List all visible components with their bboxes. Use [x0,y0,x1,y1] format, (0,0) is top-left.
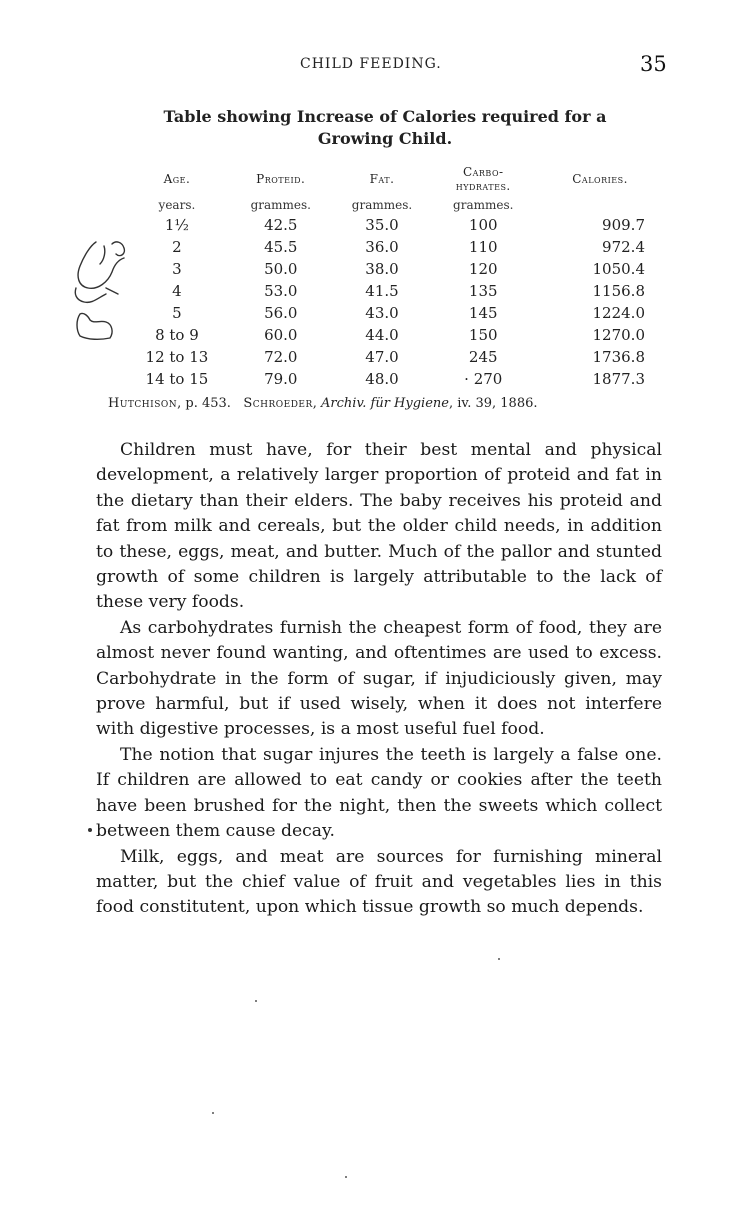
source-journal: Archiv. für Hygiene [321,396,449,411]
source-ref-1: , p. 453. [177,396,231,411]
cell-fat: 44.0 [365,326,399,344]
cell-proteid: 45.5 [264,238,298,256]
stray-dot [345,1176,347,1178]
cell-proteid: 56.0 [264,304,298,322]
cell-proteid: 60.0 [264,326,298,344]
table-row [125,346,665,368]
cell-fat: 38.0 [365,260,399,278]
unit-proteid: grammes. [250,198,311,212]
header-fat: Fat. [369,172,395,186]
cell-carbohydrates: 145 [468,304,498,322]
header-carbohydrates [431,162,535,196]
cell-age: 5 [172,304,182,322]
cell-proteid: 79.0 [264,370,298,388]
source-ref-2: , iv. 39, 1886. [448,396,538,411]
stray-dot [498,958,500,960]
stray-dot [212,1112,214,1114]
cell-carbohydrates: 135 [468,282,498,300]
cell-proteid: 42.5 [264,216,298,234]
cell-fat: 43.0 [365,304,399,322]
unit-calories [535,196,665,214]
calories-table [125,162,665,390]
cell-fat: 35.0 [365,216,399,234]
running-head-title: CHILD FEEDING. [300,56,442,72]
cell-proteid: 50.0 [264,260,298,278]
cell-calories: 1050.4 [592,260,645,278]
table-caption [120,106,650,150]
cell-fat: 47.0 [365,348,399,366]
page-number: 35 [640,52,667,76]
table-caption-line-1: Table showing Increase of Calories required for a [163,107,607,126]
table-row [125,302,665,324]
cell-carbohydrates: 120 [468,260,498,278]
unit-age: years. [158,198,196,212]
header-age: Age. [163,172,191,186]
cell-calories: 972.4 [602,238,645,256]
table-row [125,236,665,258]
cell-calories: 1270.0 [592,326,645,344]
source-author-1: Hutchison [108,396,178,411]
cell-proteid: 72.0 [264,348,298,366]
cell-calories: 1877.3 [592,370,645,388]
cell-age: 3 [172,260,182,278]
running-head [0,52,750,78]
stray-dot [255,1000,257,1002]
cell-carbohydrates: 150 [468,326,498,344]
source-author-2: Schroeder [243,396,313,411]
cell-age: 4 [172,282,182,300]
cell-carbohydrates: 110 [468,238,498,256]
cell-carbohydrates: 100 [468,216,498,234]
table-row [125,368,665,390]
paragraph-2: As carbohydrates furnish the cheapest form of food, they are almost never found wanting, and oftentimes are used to excess. Carbohydrate in the form of sugar, if injudiciously given, may prove harmful, but if used wisely, when it does not interfere with digestive processes, is a most useful fuel food. [96,617,662,740]
table-row [125,258,665,280]
table-caption-line-2: Growing Child. [317,129,453,148]
cell-age: 8 to 9 [155,326,199,344]
units-row [125,196,665,214]
cell-age: 1½ [164,216,189,234]
cell-age: 14 to 15 [145,370,209,388]
paragraph-3: The notion that sugar injures the teeth is largely a false one. If children are allowed to eat candy or cookies after the teeth have been brushed for the night, then the sweets which collect between them cause decay. [96,744,662,842]
paragraph-1: Children must have, for their best mental and physical development, a relatively larger proportion of proteid and fat in the dietary than their elders. The baby receives his proteid and fat from milk and cereals, but the older child needs, in addition to these, eggs, meat, and butter. Much of the pallor and stunted growth of some children is largely attributable to the lack of these very foods. [96,440,662,613]
header-carbo-line-1: Carbo- [462,165,504,179]
table-row [125,324,665,346]
header-proteid: Proteid. [256,172,306,186]
table-source: Hutchison, p. 453. Schroeder, Archiv. für Hygiene, iv. 39, 1886. [108,396,538,411]
cell-age: 2 [172,238,182,256]
header-carbo-line-2: hydrates. [455,179,511,193]
cell-calories: 1736.8 [592,348,645,366]
body-text [96,438,662,921]
cell-calories: 1224.0 [592,304,645,322]
cell-carbohydrates: 245 [468,348,498,366]
cell-carbohydrates: · 270 [464,370,503,388]
unit-carbo: grammes. [453,198,514,212]
cell-calories: 1156.8 [592,282,645,300]
cell-fat: 41.5 [365,282,399,300]
table-header-row [125,162,665,196]
cell-calories: 909.7 [602,216,645,234]
table-row [125,214,665,236]
cell-proteid: 53.0 [264,282,298,300]
paragraph-4: Milk, eggs, and meat are sources for furnishing mineral matter, but the chief value of fruit and vegetables lies in this food constitutent, upon which tissue growth so much depends. [96,846,662,918]
hand-drawn-marginal-doodle [66,236,130,356]
unit-fat: grammes. [351,198,413,212]
stray-mark [88,828,92,832]
table-row [125,280,665,302]
cell-fat: 48.0 [365,370,399,388]
header-calories: Calories. [572,172,628,186]
cell-fat: 36.0 [365,238,399,256]
cell-age: 12 to 13 [145,348,209,366]
